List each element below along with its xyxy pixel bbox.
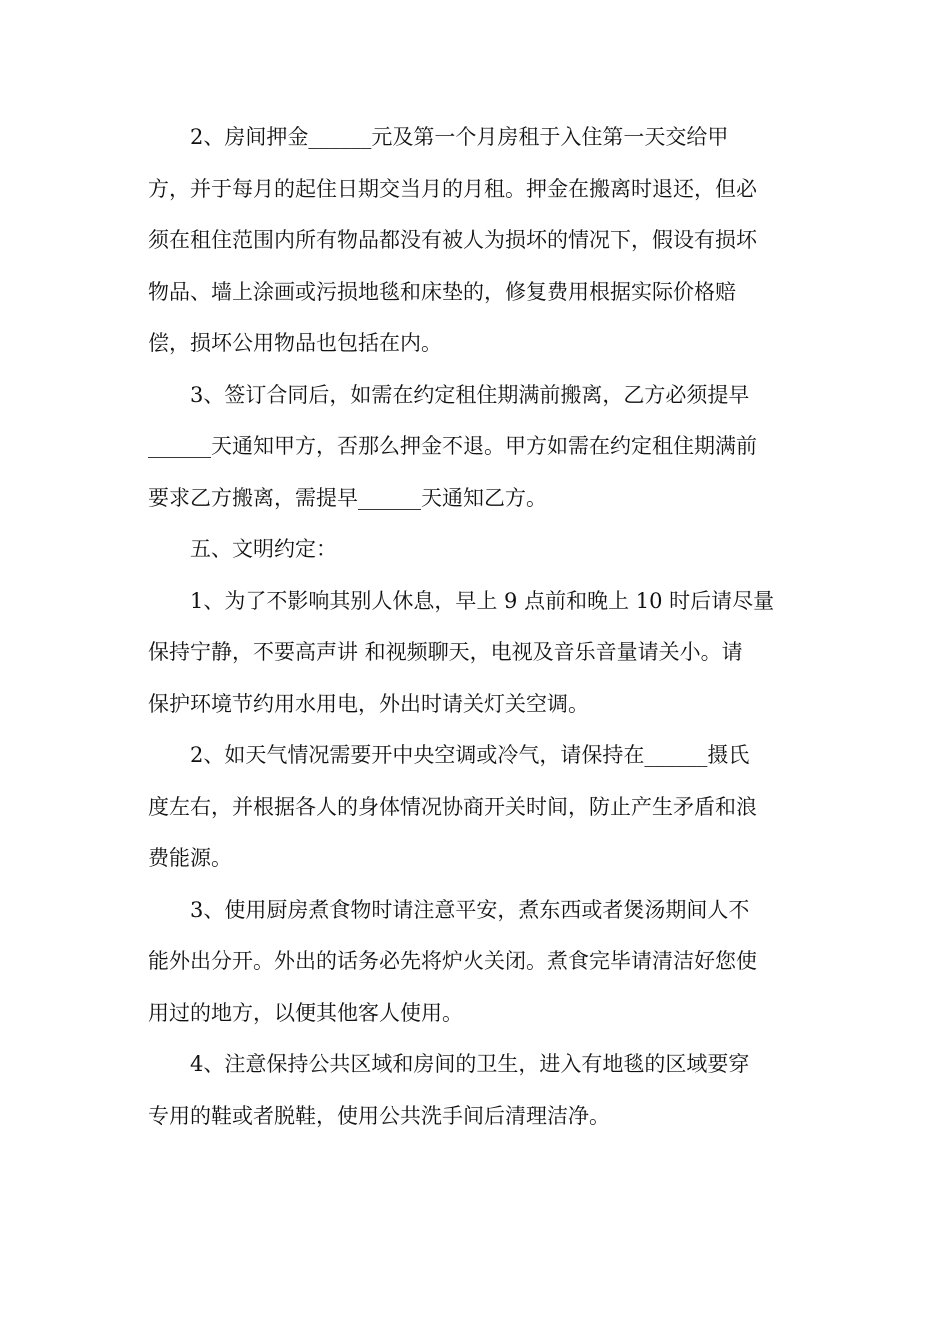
text-line: 用过的地方，以便其他客人使用。 (148, 1000, 463, 1025)
text-line: 费能源。 (148, 846, 232, 870)
text-line: 方，并于每月的起住日期交当月的月租。押金在搬离时退还，但必 (148, 176, 757, 201)
text-line: 要求乙方搬离，需提早______天通知乙方。 (148, 485, 547, 510)
document-page (148, 112, 798, 1142)
text-line: 3、签订合同后，如需在约定租住期满前搬离，乙方必须提早 (190, 382, 750, 407)
text-line: 专用的鞋或者脱鞋，使用公共洗手间后清理洁净。 (148, 1103, 610, 1128)
text-line: 4、注意保持公共区域和房间的卫生，进入有地毯的区域要穿 (190, 1052, 750, 1076)
text-line: 度左右，并根据各人的身体情况协商开关时间，防止产生矛盾和浪 (148, 794, 757, 819)
text-line: 1、为了不影响其别人休息，早上 9 点前和晚上 10 时后请尽量 (190, 588, 775, 613)
text-line: 3、使用厨房煮食物时请注意平安，煮东西或者煲汤期间人不 (190, 897, 750, 922)
text-line: 2、如天气情况需要开中央空调或冷气，请保持在______摄氏 (190, 743, 750, 767)
text-line: 偿，损坏公用物品也包括在内。 (148, 331, 442, 355)
text-line: 保持宁静，不要高声讲 和视频聊天，电视及音乐音量请关小。请 (148, 640, 743, 664)
text-line: 保护环境节约用水用电，外出时请关灯关空调。 (148, 691, 589, 716)
text-line: 2、房间押金______元及第一个月房租于入住第一天交给甲 (190, 125, 729, 149)
text-line: 能外出分开。外出的话务必先将炉火关闭。煮食完毕请清洁好您使 (148, 949, 757, 973)
text-line: ______天通知甲方，否那么押金不退。甲方如需在约定租住期满前 (148, 434, 757, 458)
text-line: 物品、墙上涂画或污损地毯和床垫的，修复费用根据实际价格赔 (148, 279, 736, 304)
text-line: 须在租住范围内所有物品都没有被人为损坏的情况下，假设有损坏 (148, 228, 757, 252)
section-heading: 五、文明约定： (190, 537, 337, 561)
